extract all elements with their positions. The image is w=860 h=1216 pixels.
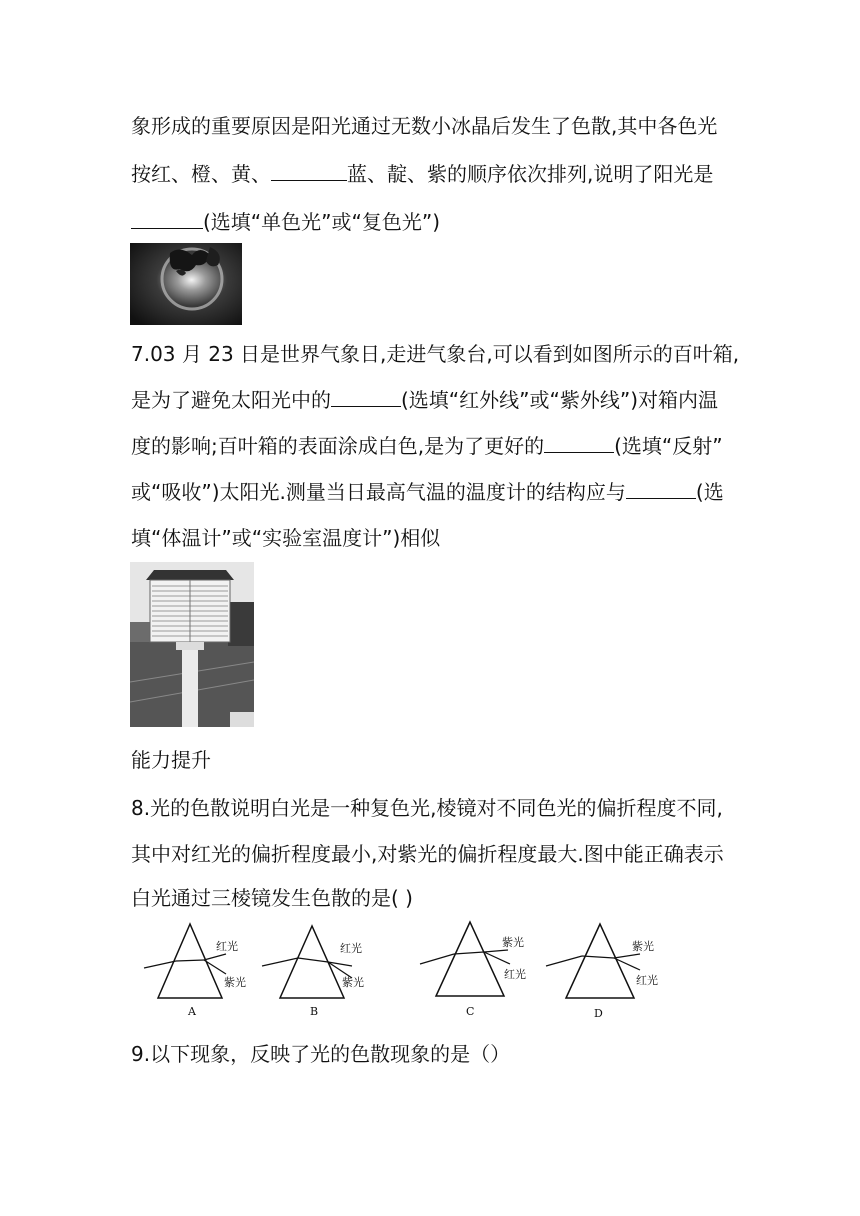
option-letter: D bbox=[594, 1007, 603, 1020]
text-fragment: 或“吸收”)太阳光.测量当日最高气温的温度计的结构应与 bbox=[131, 480, 626, 504]
text-line: 8.光的色散说明白光是一种复色光,棱镜对不同色光的偏折程度不同, bbox=[131, 796, 723, 820]
prism-option-d[interactable] bbox=[546, 924, 658, 1020]
text-fragment: (选 bbox=[695, 480, 724, 504]
answer-blank[interactable] bbox=[544, 432, 614, 453]
text-line bbox=[131, 160, 713, 188]
prism-label: 紫光 bbox=[502, 936, 524, 949]
prism-option-c[interactable] bbox=[420, 922, 526, 1018]
text-line bbox=[131, 432, 723, 460]
text-fragment: (选填“红外线”或“紫外线”)对箱内温 bbox=[401, 388, 719, 412]
text-fragment: 蓝、靛、紫的顺序依次排列,说明了阳光是 bbox=[347, 162, 714, 186]
prism-option-b[interactable] bbox=[262, 926, 364, 1018]
prism-label: 红光 bbox=[504, 968, 526, 981]
option-letter: A bbox=[188, 1005, 196, 1018]
text-line bbox=[131, 208, 440, 236]
prism-label: 紫光 bbox=[342, 976, 364, 989]
prism-label: 红光 bbox=[340, 942, 362, 955]
answer-blank[interactable] bbox=[271, 160, 347, 181]
prism-figure bbox=[140, 916, 670, 1026]
text-fragment: (选填“单色光”或“复色光”) bbox=[203, 210, 441, 234]
prism-label: 紫光 bbox=[632, 940, 654, 953]
text-line: 白光通过三棱镜发生色散的是( ) bbox=[131, 886, 413, 910]
text-fragment: 是为了避免太阳光中的 bbox=[131, 388, 331, 412]
answer-blank[interactable] bbox=[131, 208, 203, 229]
text-line: 象形成的重要原因是阳光通过无数小冰晶后发生了色散,其中各色光 bbox=[131, 114, 718, 138]
section-heading: 能力提升 bbox=[131, 748, 211, 772]
answer-blank[interactable] bbox=[626, 478, 696, 499]
text-fragment: 度的影响;百叶箱的表面涂成白色,是为了更好的 bbox=[131, 434, 545, 458]
text-line bbox=[131, 478, 724, 506]
option-letter: B bbox=[310, 1005, 319, 1018]
text-fragment: (选填“反射” bbox=[614, 434, 723, 458]
text-line: 填“体温计”或“实验室温度计”)相似 bbox=[131, 526, 441, 550]
prism-label: 紫光 bbox=[224, 976, 246, 989]
answer-blank[interactable] bbox=[331, 386, 401, 407]
text-fragment: 按红、橙、黄、 bbox=[131, 162, 271, 186]
prism-label: 红光 bbox=[216, 940, 238, 953]
halo-photo bbox=[130, 243, 242, 325]
option-letter: C bbox=[466, 1005, 475, 1018]
prism-option-a[interactable] bbox=[144, 924, 246, 1018]
stevenson-screen-photo bbox=[130, 562, 254, 727]
text-line: 7.03 月 23 日是世界气象日,走进气象台,可以看到如图所示的百叶箱, bbox=[131, 342, 740, 366]
text-line: 其中对红光的偏折程度最小,对紫光的偏折程度最大.图中能正确表示 bbox=[131, 842, 724, 866]
prism-label: 红光 bbox=[636, 974, 658, 987]
text-line bbox=[131, 386, 718, 414]
text-line: 9.以下现象，反映了光的色散现象的是（） bbox=[131, 1042, 511, 1066]
